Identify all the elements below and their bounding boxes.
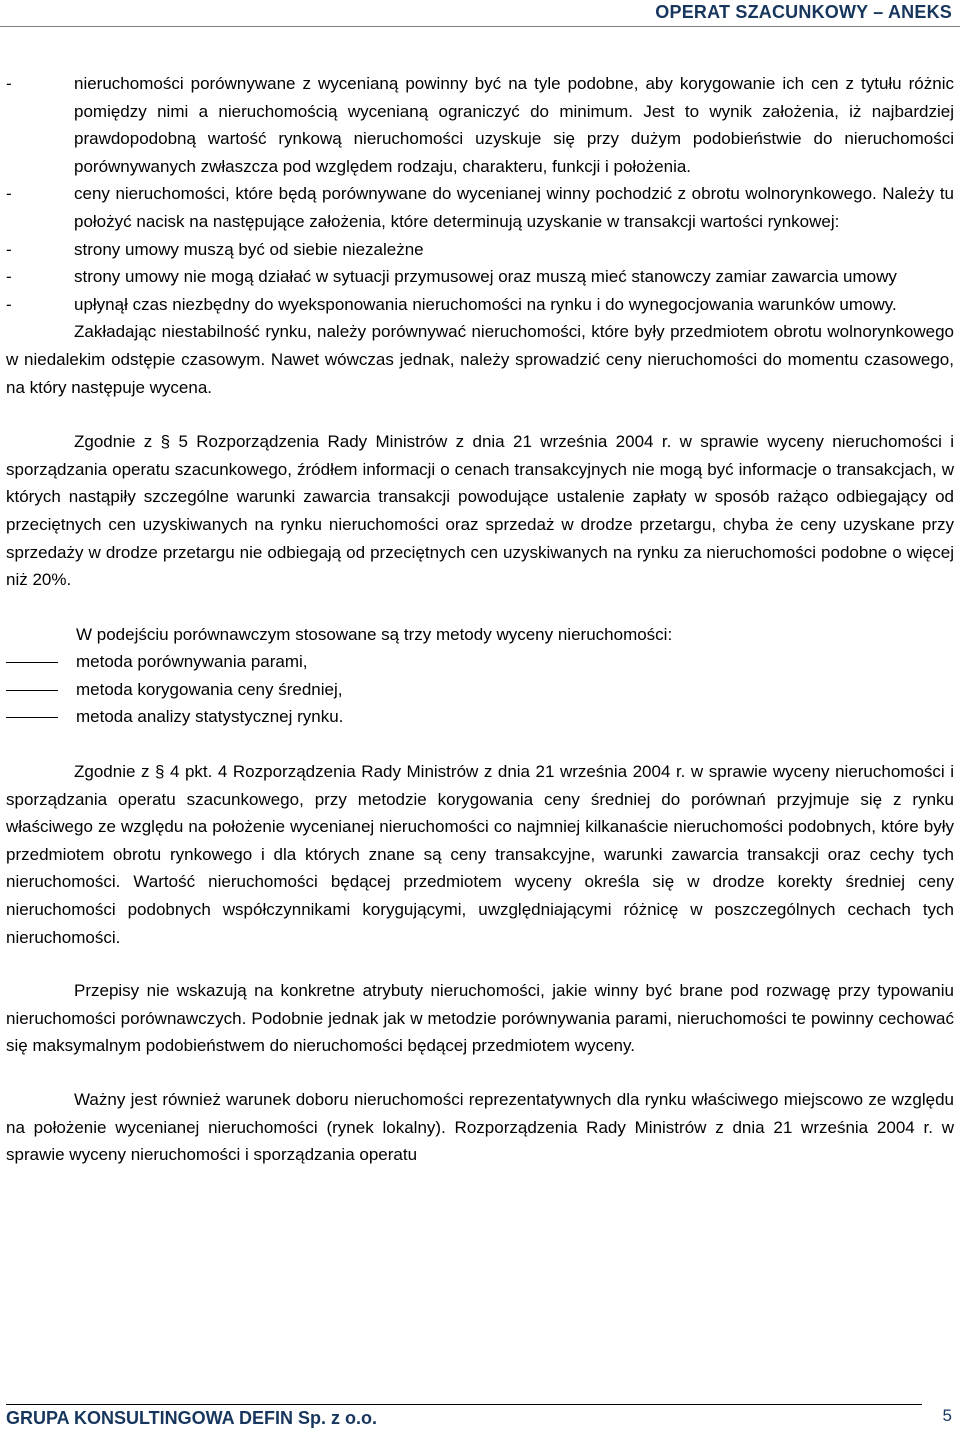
header-title: OPERAT SZACUNKOWY – ANEKS xyxy=(655,2,952,22)
paragraph-local-market: Ważny jest również warunek doboru nieruchomości reprezentatywnych dla rynku właściwego miejscowo ze względu na położenie wycenianej nieruchomości (rynek lokalny). Rozporządzenia Rady Ministrów z dnia 21 września 2004 r. w sprawie wyceny nieruchomości i sporządzania operatu xyxy=(6,1090,954,1165)
dash-bullet-icon xyxy=(6,690,58,691)
list-item xyxy=(6,70,954,180)
method-label: metoda porównywania parami, xyxy=(76,652,308,672)
list-marker: - xyxy=(6,239,12,259)
footer-divider xyxy=(6,1404,922,1405)
method-item xyxy=(6,648,954,676)
list-marker: - xyxy=(6,294,12,314)
list-item xyxy=(6,263,954,291)
dash-bullet-icon xyxy=(6,662,58,663)
list-item-text: upłynął czas niezbędny do wyeksponowania nieruchomości na rynku i do wynegocjowania warunków umowy. xyxy=(74,294,897,314)
footer-company: GRUPA KONSULTINGOWA DEFIN Sp. z o.o. xyxy=(6,1408,377,1428)
list-marker: - xyxy=(6,267,12,287)
paragraph-attributes: Przepisy nie wskazują na konkretne atrybuty nieruchomości, jakie winny być brane pod rozwagę przy typowaniu nieruchomości porównawczych. Podobnie jednak jak w metodzie porównywania parami, nieruchomości te powinny cechować się maksymalnym podobieństwem do nieruchomości będącej przedmiotem wyceny. xyxy=(6,981,954,1056)
header-divider xyxy=(0,26,960,27)
paragraph-regulation-5: Zgodnie z § 5 Rozporządzenia Rady Ministrów z dnia 21 września 2004 r. w sprawie wyceny nieruchomości i sporządzania operatu szacunkowego, źródłem informacji o cenach transakcyjnych nie mogą być informacje o transakcjach, w których nastąpiły szczególne warunki zawarcia transakcji powodujące ustalenie zapłaty w sposób rażąco odbiegający od przeciętnych cen uzyskiwanych na rynku nieruchomości oraz sprzedaż w drodze przetargu, chyba że ceny uzyskane przy sprzedaży w drodze przetargu nie odbiegają od przeciętnych cen uzyskiwanych na rynku za nieruchomości podobne o więcej niż 20%. xyxy=(6,432,954,590)
list-item-text: strony umowy nie mogą działać w sytuacji przymusowej oraz muszą mieć stanowczy zamiar zawarcia umowy xyxy=(74,267,897,287)
list-item-text: strony umowy muszą być od siebie niezależne xyxy=(74,239,424,259)
list-item xyxy=(6,291,954,319)
list-marker: - xyxy=(6,74,12,93)
method-item xyxy=(6,703,954,731)
list-item-text: nieruchomości porównywane z wycenianą powinny być na tyle podobne, aby korygowanie ich cen z tytułu różnic pomiędzy nimi a nieruchomością wycenianą ograniczyć do minimum. Jest to wynik założenia, iż najbardziej prawdopodobną wartość rynkową nieruchomości uzyskuje się przy dużym podobieństwie do nieruchomości porównywanych zwłaszcza pod względem rodzaju, charakteru, funkcji i położenia. xyxy=(74,74,954,176)
dash-bullet-icon xyxy=(6,717,58,718)
paragraph-regulation-4: Zgodnie z § 4 pkt. 4 Rozporządzenia Rady Ministrów z dnia 21 września 2004 r. w sprawie wyceny nieruchomości i sporządzania operatu szacunkowego, przy metodzie korygowania ceny średniej do porównań przyjmuje się z rynku właściwego ze względu na położenie wycenianej nieruchomości co najmniej kilkanaście nieruchomości podobnych, które były przedmiotem obrotu rynkowego i dla których znane są ceny transakcyjne, warunki zawarcia transakcji oraz cechy tych nieruchomości. Wartość nieruchomości będącej przedmiotem wyceny określa się w drodze korekty średniej ceny nieruchomości podobnych współczynnikami korygującymi, uwzględniającymi różnicę w poszczególnych cechach tych nieruchomości. xyxy=(6,762,954,947)
list-item xyxy=(6,180,954,235)
page-number: 5 xyxy=(942,1406,952,1425)
list-marker: - xyxy=(6,184,12,204)
list-item xyxy=(6,236,954,264)
method-item xyxy=(6,676,954,704)
document-body xyxy=(6,70,954,1169)
method-label: metoda korygowania ceny średniej, xyxy=(76,679,343,699)
paragraph-market-instability: Zakładając niestabilność rynku, należy porównywać nieruchomości, które były przedmiotem obrotu wolnorynkowego w niedalekim odstępie czasowym. Nawet wówczas jednak, należy sprowadzić ceny nieruchomości do momentu czasowego, na który następuje wycena. xyxy=(6,322,954,397)
list-item-text: ceny nieruchomości, które będą porównywane do wycenianej winny pochodzić z obrotu wolnorynkowego. Należy tu położyć nacisk na następujące założenia, które determinują uzyskanie w transakcji wartości rynkowej: xyxy=(74,184,954,231)
methods-intro: W podejściu porównawczym stosowane są trzy metody wyceny nieruchomości: xyxy=(76,624,673,644)
method-label: metoda analizy statystycznej rynku. xyxy=(76,707,344,727)
